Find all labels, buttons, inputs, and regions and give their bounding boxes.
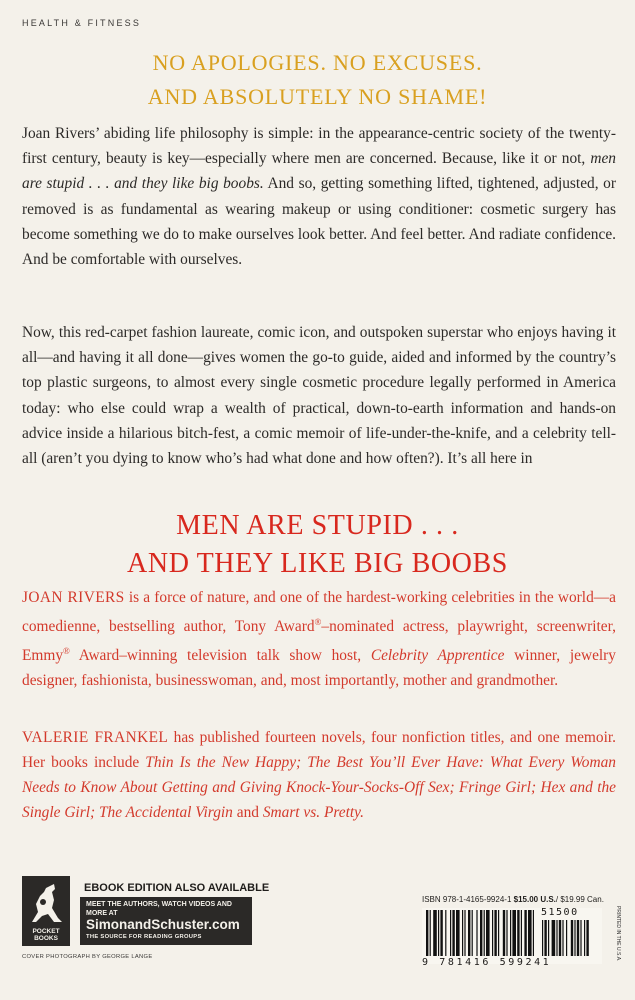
- bio-rivers-text-4: winner, jewelry designer, fashionista, businesswoman, and, most importantly, mother and grandmother.: [22, 647, 616, 690]
- headline-line-1: NO APOLOGIES. NO EXCUSES.: [152, 50, 483, 75]
- printed-in-notice: PRINTED IN THE U.S.A.: [615, 906, 621, 962]
- kangaroo-icon: [28, 882, 64, 924]
- registered-mark: ®: [314, 617, 322, 627]
- price-can: / $19.99 Can.: [555, 895, 604, 904]
- book-title-line-2: AND THEY LIKE BIG BOOBS: [127, 548, 508, 579]
- registered-mark: ®: [63, 646, 70, 657]
- paragraph-1-text-a: Joan Rivers’ abiding life philosophy is simple: in the appearance-centric society of the twenty-first century, beauty is key—especially where men are concerned. Because, like it or not,: [22, 125, 616, 168]
- bio-rivers-text-1: is a force of nature, and one of the hardest-working celebrities in the world—a comedienne, bestselling author, Tony Award: [22, 589, 616, 636]
- promo-text: MEET THE AUTHORS, WATCH VIDEOS AND MORE AT: [86, 901, 232, 917]
- price-addon-digits: 51500: [541, 907, 579, 918]
- bio-rivers-text-2: –nominated actress, playwright, screenwriter, Emmy: [22, 618, 616, 665]
- barcode-digits: 9 781416 599241: [422, 957, 552, 968]
- book-title-line-1: MEN ARE STUPID . . .: [176, 510, 459, 541]
- isbn: ISBN 978-1-4165-9924-1: [422, 895, 512, 904]
- category-label: HEALTH & FITNESS: [22, 18, 142, 28]
- pocket-books-logo: [22, 876, 70, 946]
- author-name-rivers: JOAN RIVERS: [22, 589, 125, 606]
- author-bio-frankel: [22, 725, 616, 825]
- website-promo: [80, 897, 252, 945]
- paragraph-1-italic: men are stupid . . . and they like big boobs.: [22, 150, 616, 193]
- price-us: $15.00 U.S.: [513, 895, 556, 904]
- website-link[interactable]: SimonandSchuster.com: [86, 917, 240, 932]
- bio-rivers-text-3: Award–winning television talk show host,: [69, 647, 371, 665]
- bio-rivers-italic: Celebrity Apprentice: [370, 647, 505, 665]
- author-bio-rivers: [22, 585, 616, 693]
- bio-frankel-text-2: and: [232, 804, 263, 821]
- ebook-notice: EBOOK EDITION ALSO AVAILABLE: [84, 882, 270, 894]
- description-paragraph-2: Now, this red-carpet fashion laureate, comic icon, and outspoken superstar who enjoys having it all—and having it all done—gives women the go-to guide, aided and informed by the country’s top plastic surgeons, to almost every single cosmetic procedure legally performed in America today: who else could wrap a wealth of practical, down-to-earth information and hands-on advice inside a hilarious bitch-fest, a comic memoir of life-under-the-knife, and a celebrity tell-all (aren’t you dying to know who’s had what done and how often?). It’s all here in: [22, 324, 616, 468]
- cover-credit: COVER PHOTOGRAPH BY GEORGE LANGE: [22, 954, 153, 960]
- isbn-price-line: [422, 895, 604, 904]
- publisher-name: POCKET BOOKS: [32, 928, 60, 942]
- book-title: [0, 507, 635, 583]
- paragraph-1-text-b: And so, getting something lifted, tightened, adjusted, or removed is as fundamental as wearing makeup or using conditioner: cosmetic surgery has become something we do to make ourselves look better. And feel better. And radiate confidence. And be comfortable with ourselves.: [22, 175, 616, 269]
- reading-groups-tagline: THE SOURCE FOR READING GROUPS: [86, 934, 202, 940]
- author-name-frankel: VALERIE FRANKEL: [22, 729, 169, 746]
- bio-frankel-italic-1: Thin Is the New Happy; The Best You’ll Ever Have: What Every Woman Needs to Know About Getting and Giving Knock-Your-Socks-Off Sex; Fringe Girl; Hex and the Single Girl; The Accidental Virgin: [22, 754, 616, 821]
- headline: [0, 46, 635, 114]
- headline-line-2: AND ABSOLUTELY NO SHAME!: [147, 84, 488, 109]
- bio-frankel-text-1: has published fourteen novels, four nonfiction titles, and one memoir. Her books include: [22, 729, 616, 771]
- description-paragraph-1: [22, 121, 616, 272]
- bio-frankel-italic-2: Smart vs. Pretty.: [262, 804, 364, 821]
